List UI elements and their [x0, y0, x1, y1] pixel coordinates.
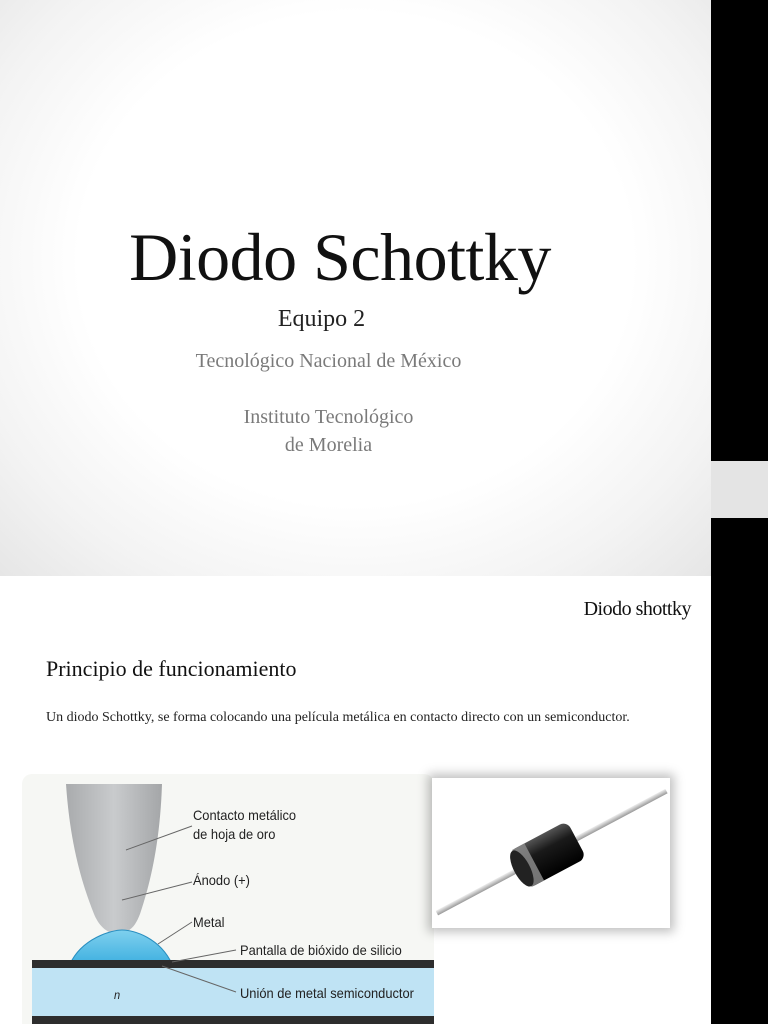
oxide-layer — [32, 960, 434, 968]
slide-header: Diodo shottky — [583, 598, 691, 620]
section-title: Principio de funcionamiento — [46, 656, 297, 681]
institute-line2: de Morelia — [284, 434, 373, 456]
slide-subtitle: Equipo 2 — [277, 306, 366, 332]
label-oxide-screen: Pantalla de bióxido de silicio — [240, 942, 402, 958]
label-contact-line2: de hoja de oro — [193, 826, 276, 842]
scrollbar-thumb[interactable] — [711, 461, 768, 518]
content-slide — [0, 576, 711, 1024]
gold-contact-probe — [66, 784, 162, 934]
slide-title: Diodo Schottky — [129, 219, 551, 295]
label-contact-line1: Contacto metálico — [193, 807, 297, 823]
body-text: Un diodo Schottky, se forma colocando una película metálica en contacto directo con un semiconductor. — [46, 710, 630, 725]
label-n-region: n — [114, 988, 121, 1002]
diode-illustration — [432, 778, 670, 928]
metal-bump — [70, 930, 172, 964]
schottky-structure-diagram — [22, 774, 434, 1024]
label-metal: Metal — [193, 914, 225, 930]
diode-photo — [432, 778, 670, 928]
label-anode: Ánodo (+) — [193, 872, 250, 888]
label-junction: Unión de metal semiconductor — [240, 985, 414, 1001]
institute-line1: Instituto Tecnológico — [243, 406, 414, 428]
institution-name: Tecnológico Nacional de México — [195, 350, 462, 372]
